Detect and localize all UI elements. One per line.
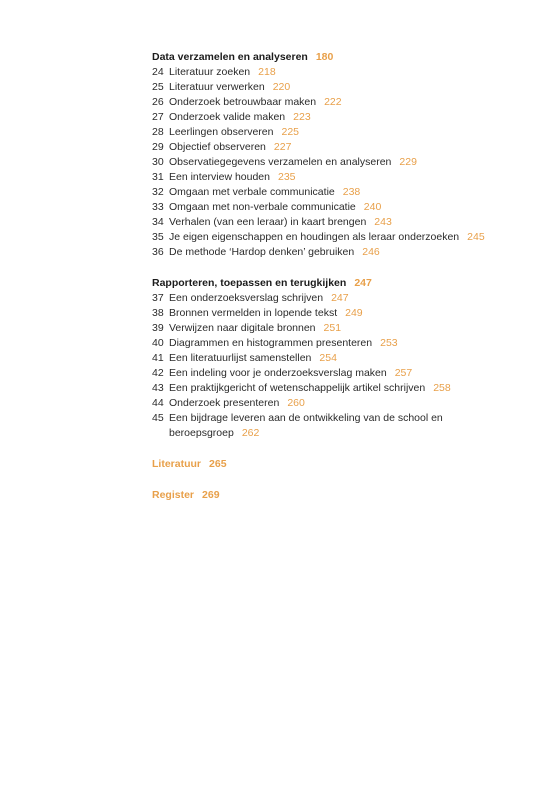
entry-page-number: 220 [272, 81, 291, 93]
toc-entry[interactable] [152, 140, 512, 155]
toc-entry[interactable] [152, 321, 512, 336]
literatuur-title: Literatuur [152, 458, 202, 470]
entry-number: 35 [152, 231, 164, 243]
toc-entry[interactable] [152, 336, 512, 351]
entry-page-number: 223 [293, 111, 311, 123]
toc-entry[interactable] [152, 381, 512, 396]
toc-entry[interactable] [152, 396, 512, 411]
toc-entry[interactable] [152, 95, 512, 110]
literatuur-page-number: 265 [209, 458, 227, 470]
entry-title: Verhalen (van een leraar) in kaart brengen [169, 216, 367, 228]
entry-number: 36 [152, 246, 164, 258]
entry-number: 33 [152, 201, 164, 213]
toc-literatuur[interactable] [152, 457, 512, 472]
entry-page-number: 249 [345, 307, 363, 319]
toc-entry[interactable] [152, 155, 512, 170]
entry-title: Verwijzen naar digitale bronnen [169, 322, 316, 334]
entry-title: Omgaan met non-verbale communicatie [169, 201, 356, 213]
entry-number: 43 [152, 382, 164, 394]
toc-entry[interactable] [152, 245, 512, 260]
entry-title: Een indeling voor je onderzoeksverslag maken [169, 367, 387, 379]
entry-line [152, 411, 512, 426]
entry-title: Een praktijkgericht of wetenschappelijk artikel schrijven [169, 382, 426, 394]
entry-title: Onderzoek presenteren [169, 397, 280, 409]
entry-number: 25 [152, 81, 164, 93]
toc-entry[interactable] [152, 411, 512, 441]
toc-entry[interactable] [152, 230, 512, 245]
toc-entry[interactable] [152, 351, 512, 366]
entry-page-number: 260 [287, 397, 305, 409]
entry-page-number: 257 [394, 367, 413, 379]
entry-number: 42 [152, 367, 164, 379]
entry-number: 41 [152, 352, 164, 364]
section-page-number: 180 [315, 51, 334, 63]
entry-number: 40 [152, 337, 164, 349]
entry-title-continued: beroepsgroep [169, 427, 234, 439]
entry-page-number: 258 [433, 382, 451, 394]
toc-entry[interactable] [152, 170, 512, 185]
toc-section-rapporteren [152, 276, 512, 441]
toc-entry[interactable] [152, 110, 512, 125]
entry-number: 38 [152, 307, 164, 319]
entry-number: 37 [152, 292, 164, 304]
entry-number: 31 [152, 171, 164, 183]
entry-title: Een literatuurlijst samenstellen [169, 352, 312, 364]
entry-title: Observatiegegevens verzamelen en analyseren [169, 156, 392, 168]
entry-page-number: 253 [380, 337, 398, 349]
toc-entry[interactable] [152, 185, 512, 200]
register-page-number: 269 [202, 489, 220, 501]
register-title: Register [152, 489, 195, 501]
entry-page-number: 240 [363, 201, 382, 213]
entry-line [152, 426, 512, 441]
table-of-contents [152, 50, 512, 519]
toc-entry[interactable] [152, 65, 512, 80]
toc-section-data [152, 50, 512, 260]
section-title: Rapporteren, toepassen en terugkijken [152, 277, 347, 289]
entry-number: 44 [152, 397, 164, 409]
entry-number: 27 [152, 111, 164, 123]
entry-number: 34 [152, 216, 164, 228]
entry-page-number: 245 [467, 231, 485, 243]
entry-title: Objectief observeren [169, 141, 266, 153]
toc-entry[interactable] [152, 125, 512, 140]
toc-entry[interactable] [152, 306, 512, 321]
entry-number: 39 [152, 322, 164, 334]
entry-title: Diagrammen en histogrammen presenteren [169, 337, 373, 349]
entry-page-number: 238 [342, 186, 361, 198]
entry-title: Een onderzoeksverslag schrijven [169, 292, 324, 304]
section-page-number: 247 [354, 277, 372, 289]
entry-page-number: 222 [324, 96, 342, 108]
toc-entry[interactable] [152, 215, 512, 230]
entry-title: Literatuur zoeken [169, 66, 251, 78]
entry-number: 45 [152, 412, 164, 424]
entry-number: 30 [152, 156, 164, 168]
entry-number: 24 [152, 66, 164, 78]
entry-page-number: 262 [241, 427, 260, 439]
section-title: Data verzamelen en analyseren [152, 51, 308, 63]
entry-page-number: 225 [281, 126, 300, 138]
entry-title: Literatuur verwerken [169, 81, 265, 93]
entry-title: De methode ‘Hardop denken’ gebruiken [169, 246, 355, 258]
entry-number: 29 [152, 141, 164, 153]
toc-entry[interactable] [152, 200, 512, 215]
entry-title: Omgaan met verbale communicatie [169, 186, 335, 198]
entry-page-number: 235 [278, 171, 296, 183]
entry-number: 28 [152, 126, 164, 138]
entry-number: 32 [152, 186, 164, 198]
entry-title: Een bijdrage leveren aan de ontwikkeling van de school en [169, 412, 443, 424]
entry-title: Je eigen eigenschappen en houdingen als leraar onderzoeken [169, 231, 460, 243]
entry-page-number: 218 [258, 66, 276, 78]
entry-number: 26 [152, 96, 164, 108]
entry-page-number: 243 [374, 216, 392, 228]
toc-entry[interactable] [152, 291, 512, 306]
entry-page-number: 254 [319, 352, 337, 364]
entry-page-number: 247 [331, 292, 349, 304]
entry-page-number: 229 [399, 156, 417, 168]
entry-page-number: 246 [362, 246, 380, 258]
entry-title: Een interview houden [169, 171, 270, 183]
toc-entry[interactable] [152, 366, 512, 381]
section-heading[interactable] [152, 276, 512, 291]
entry-title: Onderzoek valide maken [169, 111, 286, 123]
toc-entry[interactable] [152, 80, 512, 95]
section-heading[interactable] [152, 50, 512, 65]
entry-title: Leerlingen observeren [169, 126, 274, 138]
entry-title: Bronnen vermelden in lopende tekst [169, 307, 338, 319]
entry-title: Onderzoek betrouwbaar maken [169, 96, 317, 108]
entry-page-number: 251 [323, 322, 342, 334]
entry-page-number: 227 [273, 141, 292, 153]
toc-register[interactable] [152, 488, 512, 503]
